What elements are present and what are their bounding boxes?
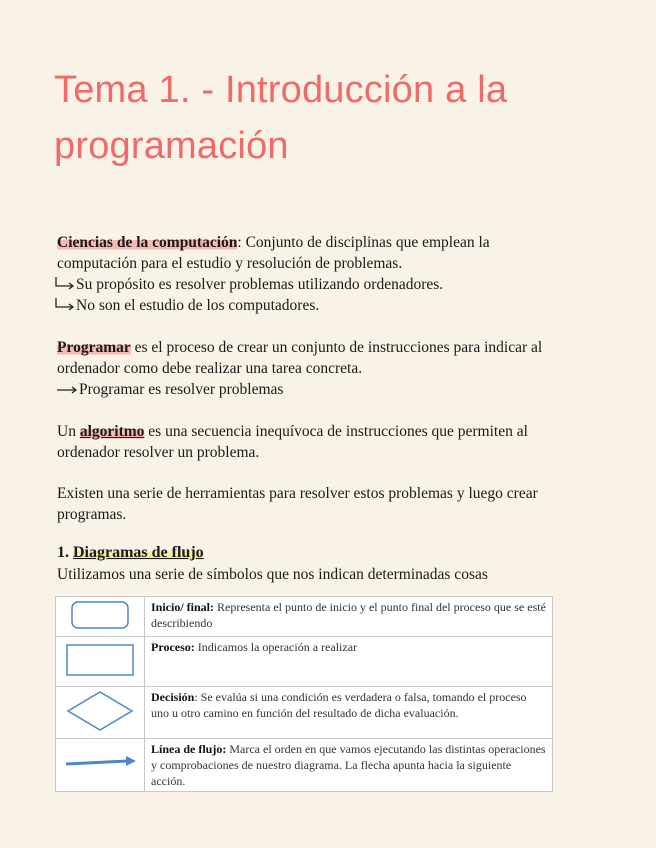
symbol-text: Indicamos la operación a realizar <box>194 640 358 654</box>
table-row <box>56 687 553 739</box>
branch-arrow-icon <box>54 277 76 293</box>
p4-line1: Existen una serie de herramientas para resolver estos problemas y luego crear <box>57 485 538 502</box>
symbol-label: Proceso: <box>151 640 195 654</box>
p1-line2: computación para el estudio y resolución de problemas. <box>57 255 403 272</box>
symbol-label: Decisión <box>151 690 195 704</box>
page-title <box>54 62 614 174</box>
symbols-table <box>55 596 553 792</box>
paragraph-algoritmo <box>57 421 627 463</box>
symbol-cell <box>56 687 145 739</box>
p2-bullet1: Programar es resolver problemas <box>79 381 284 398</box>
symbol-text: : Se evalúa si una condición es verdadera o falsa, tomando el proceso uno u otro camino en función del resultado de dicha evaluación. <box>151 690 527 720</box>
p3-pre: Un <box>57 423 80 440</box>
symbol-description <box>145 637 553 687</box>
term-algoritmo: algoritmo <box>79 423 145 440</box>
arrow-icon <box>60 753 140 773</box>
paragraph-computer-science <box>57 232 627 316</box>
section-title: Diagramas de flujo <box>73 544 204 561</box>
table-row <box>56 597 553 637</box>
table-row <box>56 739 553 792</box>
symbol-description <box>145 739 553 792</box>
symbol-text: Marca el orden en que vamos ejecutando las distintas operaciones y comprobaciones de nuestro diagrama. La flecha apunta hacia la siguiente acción. <box>151 742 546 788</box>
symbol-description <box>145 597 553 637</box>
section-number: 1. <box>57 544 73 561</box>
p3-text: es una secuencia inequívoca de instrucciones que permiten al <box>144 423 528 440</box>
branch-arrow-icon <box>54 298 76 314</box>
p4-line2: programas. <box>57 506 127 523</box>
p1-bullet2: No son el estudio de los computadores. <box>76 297 320 314</box>
rectangle-icon <box>65 642 135 678</box>
term-programar: Programar <box>57 339 131 356</box>
section-subtitle: Utilizamos una serie de símbolos que nos indican determinadas cosas <box>57 566 488 583</box>
p2-line2: ordenador como debe realizar una tarea concreta. <box>57 360 363 377</box>
title-line-1: Tema 1. - Introducción a la <box>54 69 508 111</box>
symbol-cell <box>56 597 145 637</box>
p1-text: : Conjunto de disciplinas que emplean la <box>237 234 490 251</box>
symbol-label: Inicio/ final: <box>151 600 215 614</box>
symbol-description <box>145 687 553 739</box>
p2-text: es el proceso de crear un conjunto de instrucciones para indicar al <box>130 339 543 356</box>
diamond-icon <box>65 689 135 733</box>
section-heading-diagramas <box>57 544 204 562</box>
title-line-2: programación <box>54 125 289 167</box>
right-arrow-icon <box>57 383 79 397</box>
symbol-text: Representa el punto de inicio y el punto final del proceso que se esté describiendo <box>151 600 546 630</box>
paragraph-herramientas <box>57 483 627 525</box>
symbol-label: Línea de flujo: <box>151 742 227 756</box>
symbol-cell <box>56 739 145 792</box>
paragraph-programar <box>57 337 627 400</box>
p1-bullet1: Su propósito es resolver problemas utilizando ordenadores. <box>76 276 444 293</box>
term-ciencias: Ciencias de la computación <box>57 234 238 251</box>
symbol-cell <box>56 637 145 687</box>
table-row <box>56 637 553 687</box>
rounded-rectangle-icon <box>70 599 130 631</box>
p3-line2: ordenador resolver un problema. <box>57 444 260 461</box>
